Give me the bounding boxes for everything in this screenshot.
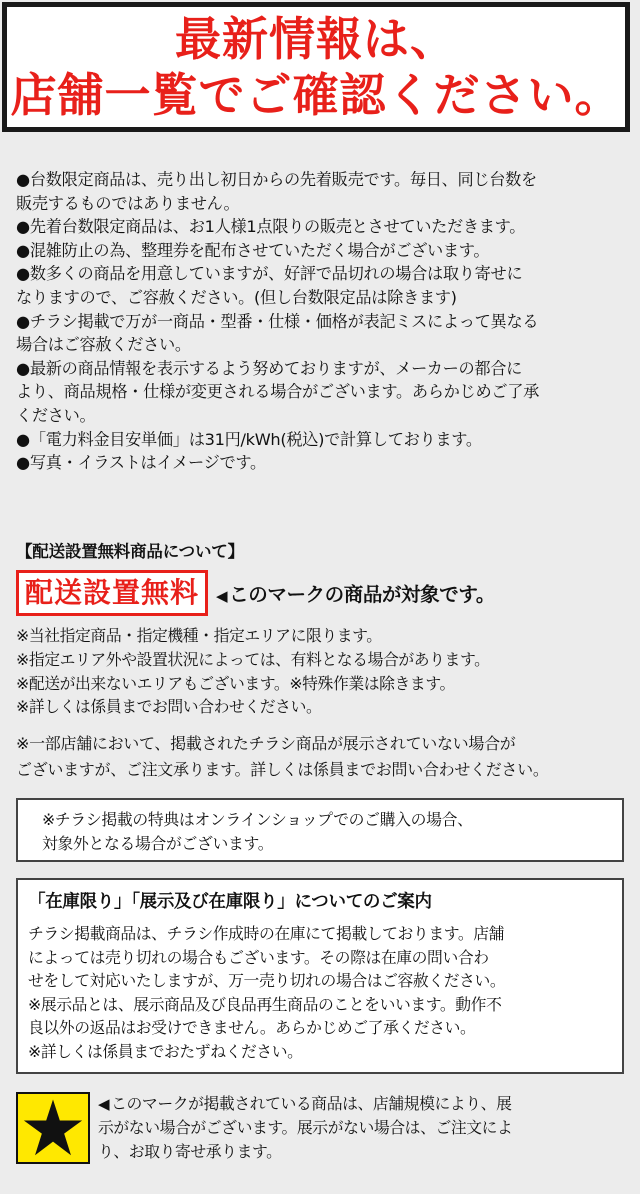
star-icon xyxy=(22,1097,84,1159)
delivery-notes xyxy=(16,624,630,719)
headline-line-1: 最新情報は、 xyxy=(175,12,457,66)
headline-banner xyxy=(2,2,630,132)
stock-note-line: せをして対応いたしますが、万一売り切れの場合はご容赦ください。 xyxy=(28,971,506,991)
stock-note-line: ※詳しくは係員までおたずねください。 xyxy=(28,1041,303,1061)
delivery-note-line: ※配送が出来ないエリアもございます。※特殊作業は除きます。 xyxy=(16,673,455,693)
delivery-note-line: ※当社指定商品・指定機種・指定エリアに限ります。 xyxy=(16,626,382,645)
delivery-note-line: ※詳しくは係員までお問い合わせください。 xyxy=(16,697,322,717)
stock-notice-title: 「在庫限り」「展示及び在庫限り」についてのご案内 xyxy=(28,892,432,912)
stock-limit-notice xyxy=(16,878,624,1074)
note-line: ●「電力料金目安単価」は31円/kWh(税込)で計算しております。 xyxy=(16,429,482,449)
delivery-mark-row xyxy=(16,568,636,618)
left-triangle-icon: ◀ xyxy=(98,1095,110,1113)
delivery-section-title: 【配送設置無料商品について】 xyxy=(16,542,244,561)
note-line: ください。 xyxy=(16,405,96,425)
free-delivery-mark: 配送設置無料 xyxy=(16,570,208,616)
online-shop-notice xyxy=(16,798,624,862)
partial-note-line: ※一部店舗において、掲載されたチラシ商品が展示されていない場合が xyxy=(16,734,516,753)
star-mark xyxy=(16,1092,90,1164)
note-line: ●数多くの商品を用意していますが、好評で品切れの場合は取り寄せに xyxy=(16,264,523,284)
online-note-line: ※チラシ掲載の特典はオンラインショップでのご購入の場合、 xyxy=(42,810,473,829)
note-line: ●先着台数限定商品は、お1人様1点限りの販売とさせていただきます。 xyxy=(16,217,526,237)
headline-line-2: 店舗一覧でご確認ください。 xyxy=(10,68,622,122)
stock-note-line: チラシ掲載商品は、チラシ作成時の在庫にて掲載しております。店舗 xyxy=(28,924,505,943)
star-mark-notice xyxy=(16,1092,636,1164)
star-note-line: ◀ このマークが掲載されている商品は、店舗規模により、展 xyxy=(98,1094,512,1113)
note-line: ●台数限定商品は、売り出し初日からの先着販売です。毎日、同じ台数を xyxy=(16,170,537,189)
note-line: なりますので、ご容赦ください。(但し台数限定品は除きます) xyxy=(16,287,457,307)
stock-note-line: ※展示品とは、展示商品及び良品再生商品のことをいいます。動作不 xyxy=(28,994,502,1014)
note-line: ●混雑防止の為、整理券を配布させていただく場合がございます。 xyxy=(16,240,490,260)
note-line: ●最新の商品情報を表示するよう努めておりますが、メーカーの都合に xyxy=(16,358,523,378)
star-note-line: り、お取り寄せ承ります。 xyxy=(98,1142,282,1161)
stock-note-line: によっては売り切れの場合もございます。その際は在庫の問い合わ xyxy=(28,947,489,967)
star-note-line: 示がない場合がございます。展示がない場合は、ご注文によ xyxy=(98,1118,513,1137)
general-notes xyxy=(16,168,630,475)
online-note-line: 対象外となる場合がございます。 xyxy=(42,833,274,853)
note-line: 場合はご容赦ください。 xyxy=(16,335,191,355)
partial-note-line: ございますが、ご注文承ります。詳しくは係員までお問い合わせください。 xyxy=(16,760,549,779)
partial-display-note xyxy=(16,731,634,783)
delivery-note-line: ※指定エリア外や設置状況によっては、有料となる場合があります。 xyxy=(16,649,490,669)
note-line: 販売するものではありません。 xyxy=(16,193,240,213)
mark-description xyxy=(216,579,495,607)
left-triangle-icon: ◀ xyxy=(216,587,228,605)
note-line: より、商品規格・仕様が変更される場合がございます。あらかじめご了承 xyxy=(16,382,539,402)
star-notice-text xyxy=(98,1092,626,1164)
mark-description-text: このマークの商品が対象です。 xyxy=(229,583,495,606)
stock-note-line: 良以外の返品はお受けできません。あらかじめご了承ください。 xyxy=(28,1018,476,1038)
note-line: ●写真・イラストはイメージです。 xyxy=(16,453,266,473)
note-line: ●チラシ掲載で万が一商品・型番・仕様・価格が表記ミスによって異なる xyxy=(16,311,539,331)
